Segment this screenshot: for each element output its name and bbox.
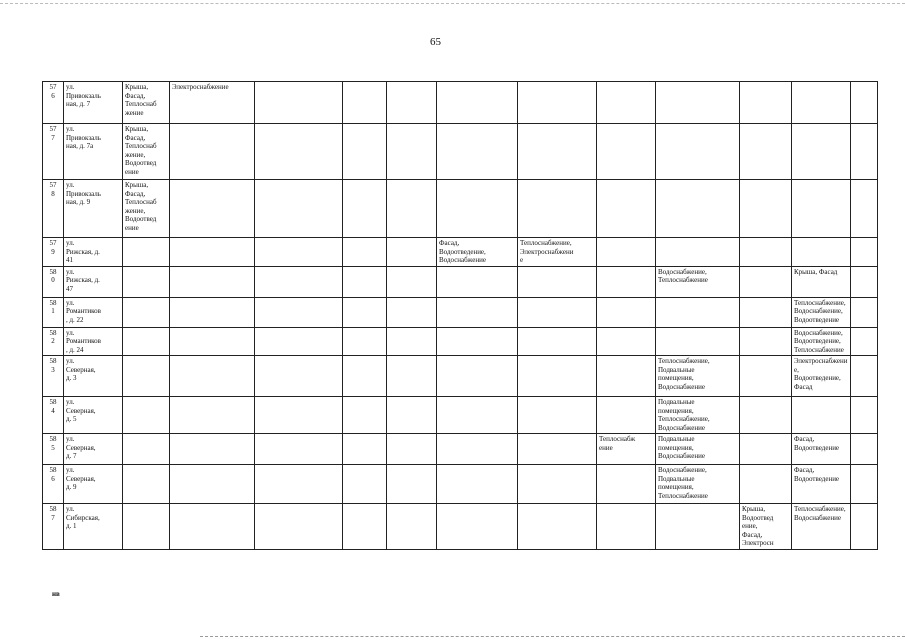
work-cell — [437, 327, 518, 356]
table-row — [43, 297, 878, 327]
work-cell — [387, 434, 437, 465]
row-number: 57 6 — [43, 82, 64, 124]
row-number: 58 3 — [43, 356, 64, 397]
work-cell — [170, 238, 255, 267]
work-cell — [851, 356, 878, 397]
work-cell — [518, 180, 597, 238]
work-cell — [123, 356, 170, 397]
row-number: 58 4 — [43, 397, 64, 434]
work-cell — [437, 356, 518, 397]
table-row — [43, 397, 878, 434]
table-row — [43, 356, 878, 397]
work-cell — [387, 297, 437, 327]
work-cell — [170, 465, 255, 504]
address-cell: ул. Рижская, д. 41 — [64, 238, 123, 267]
work-cell — [123, 434, 170, 465]
work-cell — [255, 397, 343, 434]
work-cell — [851, 124, 878, 180]
work-cell — [387, 266, 437, 297]
work-cell — [656, 82, 740, 124]
work-cell — [255, 297, 343, 327]
work-cell — [123, 397, 170, 434]
work-cell — [851, 266, 878, 297]
work-cell — [343, 327, 387, 356]
address-cell: ул. Северная, д. 7 — [64, 434, 123, 465]
work-cell — [255, 238, 343, 267]
work-cell — [518, 397, 597, 434]
work-cell: Фасад, Водоотведение, Водоснабжение — [437, 238, 518, 267]
work-cell — [597, 327, 656, 356]
work-cell: Крыша, Водоотвед ение, Фасад, Электросн — [740, 504, 792, 550]
work-cell — [792, 397, 851, 434]
work-cell: Подвальные помещения, Теплоснабжение, Водоснабжение — [656, 397, 740, 434]
work-cell — [656, 238, 740, 267]
work-cell — [343, 180, 387, 238]
work-cell — [518, 356, 597, 397]
row-number: 57 7 — [43, 124, 64, 180]
work-cell — [597, 82, 656, 124]
work-cell — [387, 327, 437, 356]
work-cell — [123, 266, 170, 297]
work-cell — [740, 356, 792, 397]
work-cell — [792, 238, 851, 267]
work-cell — [518, 434, 597, 465]
work-cell: Теплоснабжение, Подвальные помещения, Водоснабжение — [656, 356, 740, 397]
work-cell: Фасад, Водоотведение — [792, 465, 851, 504]
address-cell: ул. Привокзаль ная, д. 7а — [64, 124, 123, 180]
work-cell — [255, 327, 343, 356]
table-row — [43, 266, 878, 297]
work-cell — [255, 266, 343, 297]
work-cell — [343, 504, 387, 550]
work-cell — [123, 297, 170, 327]
work-cell — [387, 356, 437, 397]
work-cell — [123, 327, 170, 356]
page-number: 65 — [430, 36, 441, 48]
work-cell — [851, 504, 878, 550]
work-cell — [170, 124, 255, 180]
address-cell: ул. Северная, д. 3 — [64, 356, 123, 397]
table-row — [43, 434, 878, 465]
work-cell — [387, 397, 437, 434]
work-cell — [851, 434, 878, 465]
row-number: 57 8 — [43, 180, 64, 238]
work-cell — [656, 327, 740, 356]
row-number: 58 6 — [43, 465, 64, 504]
work-cell — [123, 465, 170, 504]
scan-edge-top — [0, 3, 905, 4]
work-cell — [170, 266, 255, 297]
work-cell — [597, 504, 656, 550]
work-cell — [740, 397, 792, 434]
work-cell — [518, 124, 597, 180]
table-row — [43, 124, 878, 180]
work-cell: Электроснабжение — [170, 82, 255, 124]
work-cell — [387, 465, 437, 504]
row-number: 58 2 — [43, 327, 64, 356]
work-cell: Электроснабжение, Водоотведение, Фасад — [792, 356, 851, 397]
work-cell — [518, 504, 597, 550]
work-cell — [851, 327, 878, 356]
work-cell — [851, 297, 878, 327]
address-cell: ул. Северная, д. 5 — [64, 397, 123, 434]
work-cell — [170, 356, 255, 397]
work-cell — [792, 82, 851, 124]
work-cell — [437, 397, 518, 434]
work-cell — [518, 327, 597, 356]
work-cell: Крыша, Фасад, Теплоснаб жение, Водоотвед ение — [123, 180, 170, 238]
work-cell — [170, 327, 255, 356]
work-cell — [518, 82, 597, 124]
work-cell — [343, 266, 387, 297]
address-cell: ул. Романтиков , д. 24 — [64, 327, 123, 356]
work-cell — [597, 465, 656, 504]
work-cell — [851, 180, 878, 238]
work-cell — [123, 238, 170, 267]
work-cell — [597, 297, 656, 327]
work-cell — [851, 82, 878, 124]
work-cell — [740, 434, 792, 465]
work-cell — [123, 504, 170, 550]
work-cell — [597, 180, 656, 238]
work-cell: Фасад, Водоотведение — [792, 434, 851, 465]
table-row — [43, 504, 878, 550]
work-cell — [656, 297, 740, 327]
address-cell: ул. Романтиков , д. 22 — [64, 297, 123, 327]
table-row — [43, 238, 878, 267]
work-cell — [170, 297, 255, 327]
work-cell — [170, 397, 255, 434]
work-cell — [255, 434, 343, 465]
work-cell — [597, 397, 656, 434]
work-cell — [255, 180, 343, 238]
address-cell: ул. Сибирская, д. 1 — [64, 504, 123, 550]
work-cell — [851, 465, 878, 504]
work-cell — [343, 465, 387, 504]
work-cell — [851, 238, 878, 267]
work-cell — [437, 180, 518, 238]
work-cell — [255, 82, 343, 124]
work-cell — [518, 465, 597, 504]
work-cell — [518, 266, 597, 297]
work-cell — [170, 180, 255, 238]
row-number: 58 7 — [43, 504, 64, 550]
work-cell — [792, 180, 851, 238]
work-cell — [740, 327, 792, 356]
work-cell — [792, 124, 851, 180]
work-cell: Теплоснабжение, Водоснабжение, Водоотведение — [792, 297, 851, 327]
work-cell — [740, 266, 792, 297]
work-cell — [740, 297, 792, 327]
row-number: 57 9 — [43, 238, 64, 267]
work-cell — [597, 124, 656, 180]
work-cell — [740, 180, 792, 238]
table-row — [43, 465, 878, 504]
work-cell: Теплоснабжение, Электроснабжени е — [518, 238, 597, 267]
work-cell: Крыша, Фасад — [792, 266, 851, 297]
work-cell: Водоснабжение, Теплоснабжение — [656, 266, 740, 297]
work-cell — [343, 397, 387, 434]
work-cell — [437, 266, 518, 297]
work-cell — [170, 434, 255, 465]
scan-edge-bottom — [200, 636, 905, 637]
table-row — [43, 82, 878, 124]
work-cell — [597, 266, 656, 297]
work-cell — [343, 238, 387, 267]
work-cell — [740, 465, 792, 504]
repair-schedule-table — [42, 81, 878, 550]
work-cell — [656, 504, 740, 550]
work-cell — [387, 180, 437, 238]
address-cell: ул. Привокзаль ная, д. 7 — [64, 82, 123, 124]
work-cell — [656, 124, 740, 180]
work-cell — [740, 82, 792, 124]
row-number: 58 1 — [43, 297, 64, 327]
work-cell: Водоснабжение, Подвальные помещения, Теплоснабжение — [656, 465, 740, 504]
work-cell: Теплоснабж ение — [597, 434, 656, 465]
work-cell — [851, 397, 878, 434]
address-cell: ул. Привокзаль ная, д. 9 — [64, 180, 123, 238]
work-cell — [656, 180, 740, 238]
table-row — [43, 327, 878, 356]
work-cell — [437, 297, 518, 327]
work-cell — [255, 124, 343, 180]
work-cell — [387, 504, 437, 550]
work-cell — [437, 82, 518, 124]
work-cell — [387, 124, 437, 180]
work-cell — [387, 238, 437, 267]
work-cell — [255, 504, 343, 550]
work-cell: Теплоснабжение, Водоснабжение — [792, 504, 851, 550]
work-cell — [437, 465, 518, 504]
work-cell — [343, 124, 387, 180]
work-cell — [597, 238, 656, 267]
work-cell — [740, 238, 792, 267]
work-cell — [597, 356, 656, 397]
work-cell: Подвальные помещения, Водоснабжение — [656, 434, 740, 465]
work-cell: Крыша, Фасад, Теплоснаб жение, Водоотвед ение — [123, 124, 170, 180]
work-cell — [170, 504, 255, 550]
address-cell: ул. Северная, д. 9 — [64, 465, 123, 504]
work-cell — [255, 465, 343, 504]
work-cell — [437, 504, 518, 550]
row-number: 58 0 — [43, 266, 64, 297]
work-cell — [343, 434, 387, 465]
work-cell — [437, 434, 518, 465]
row-number: 58 5 — [43, 434, 64, 465]
work-cell — [255, 356, 343, 397]
work-cell — [518, 297, 597, 327]
work-cell — [343, 82, 387, 124]
work-cell: Водоснабжение, Водоотведение, Теплоснабжение — [792, 327, 851, 356]
table-row — [43, 180, 878, 238]
work-cell — [740, 124, 792, 180]
work-cell: Крыша, Фасад, Теплоснаб жение — [123, 82, 170, 124]
address-cell: ул. Рижская, д. 47 — [64, 266, 123, 297]
work-cell — [343, 356, 387, 397]
work-cell — [437, 124, 518, 180]
work-cell — [387, 82, 437, 124]
work-cell — [343, 297, 387, 327]
footer-mark: нв — [52, 590, 60, 598]
